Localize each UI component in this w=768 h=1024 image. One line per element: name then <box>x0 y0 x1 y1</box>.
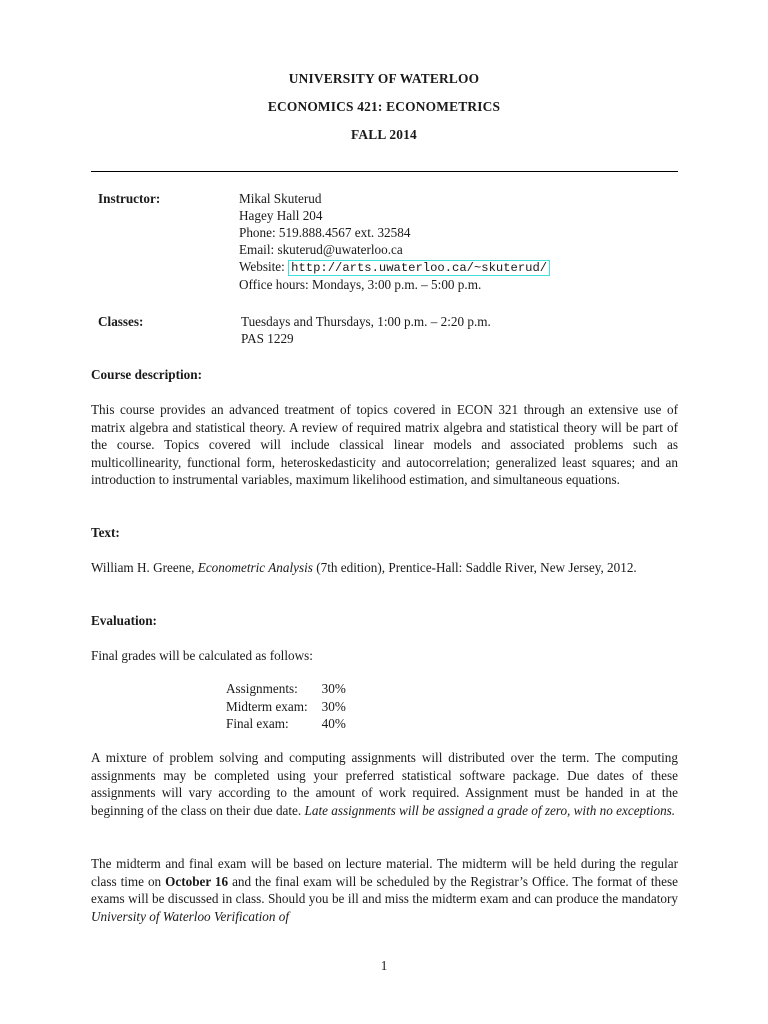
grade-item-weight: 30% <box>321 681 346 696</box>
textbook-title: Econometric Analysis <box>197 560 313 575</box>
midterm-date: October 16 <box>165 873 229 889</box>
page-number: 1 <box>380 958 388 973</box>
course-title: ECONOMICS 421: ECONOMETRICS <box>267 99 501 114</box>
evaluation-heading: Evaluation: <box>91 613 157 628</box>
course-description-text: This course provides an advanced treatment of topics covered in ECON 321 through an extensive use of matrix algebra and statistical theory. A review of required matrix algebra and statistical theory will be part of the course. Topics covered will include classical linear models and associated problems such as multicollinearity, functional form, heteroskedasticity and autocorrelation; generalized least squares; and an introduction to instrumental variables, maximum likelihood estimation, and simultaneous equations. <box>91 402 678 488</box>
late-policy: Late assignments will be assigned a grade of zero, with no exceptions. <box>304 802 676 818</box>
grade-item-weight: 30% <box>321 698 346 714</box>
instructor-label: Instructor: <box>98 191 161 206</box>
instructor-office: Hagey Hall 204 <box>239 208 323 223</box>
evaluation-intro: Final grades will be calculated as follows: <box>91 648 313 663</box>
table-row <box>226 680 346 698</box>
exams-text-2: and the final exam will be scheduled by the Registrar’s Office. The format of these exams will be discussed in class. Should you be ill and miss the midterm exam and can produce the mandatory <box>91 873 678 907</box>
grade-weights-table <box>226 680 346 733</box>
course-description-heading: Course description: <box>91 367 202 382</box>
website-label: Website: <box>239 259 285 274</box>
textbook-citation <box>91 559 678 577</box>
term-title: FALL 2014 <box>351 127 417 142</box>
text-heading: Text: <box>91 525 120 540</box>
assignments-paragraph <box>91 749 678 819</box>
grade-item-name: Final exam: <box>226 716 289 732</box>
office-hours: Office hours: Mondays, 3:00 p.m. – 5:00 p.m. <box>239 277 482 292</box>
textbook-author: William H. Greene, <box>91 560 198 575</box>
grade-item-weight: 40% <box>321 716 346 732</box>
instructor-name: Mikal Skuterud <box>239 191 322 206</box>
university-title: UNIVERSITY OF WATERLOO <box>288 71 480 86</box>
instructor-email: Email: skuterud@uwaterloo.ca <box>239 242 403 257</box>
instructor-website-row <box>239 259 550 275</box>
grade-item-name: Midterm exam: <box>226 698 308 714</box>
textbook-details: (7th edition), Prentice-Hall: Saddle River, New Jersey, 2012. <box>312 560 637 575</box>
exams-text-1: The midterm and final exam will be based on lecture material. The midterm will be held during the regular class time on <box>91 856 678 889</box>
header-rule <box>91 171 678 172</box>
website-link[interactable]: http://arts.uwaterloo.ca/~skuterud/ <box>288 260 550 276</box>
grade-item-name: Assignments: <box>226 681 298 696</box>
verification-form-name: University of Waterloo Verification of <box>91 908 290 924</box>
classes-room: PAS 1229 <box>241 331 294 346</box>
assignments-text: A mixture of problem solving and computing assignments will distributed over the term. The computing assignments may be completed using your preferred statistical software package. Due dates of these assignments will vary according to the amount of work required. Assignment must be handed in at the beginning of the class on their due date. <box>91 750 678 818</box>
classes-time: Tuesdays and Thursdays, 1:00 p.m. – 2:20 p.m. <box>241 314 491 329</box>
classes-label: Classes: <box>98 314 144 329</box>
table-row <box>226 698 346 716</box>
table-row <box>226 715 346 733</box>
exams-paragraph <box>91 855 678 925</box>
instructor-phone: Phone: 519.888.4567 ext. 32584 <box>239 225 411 240</box>
